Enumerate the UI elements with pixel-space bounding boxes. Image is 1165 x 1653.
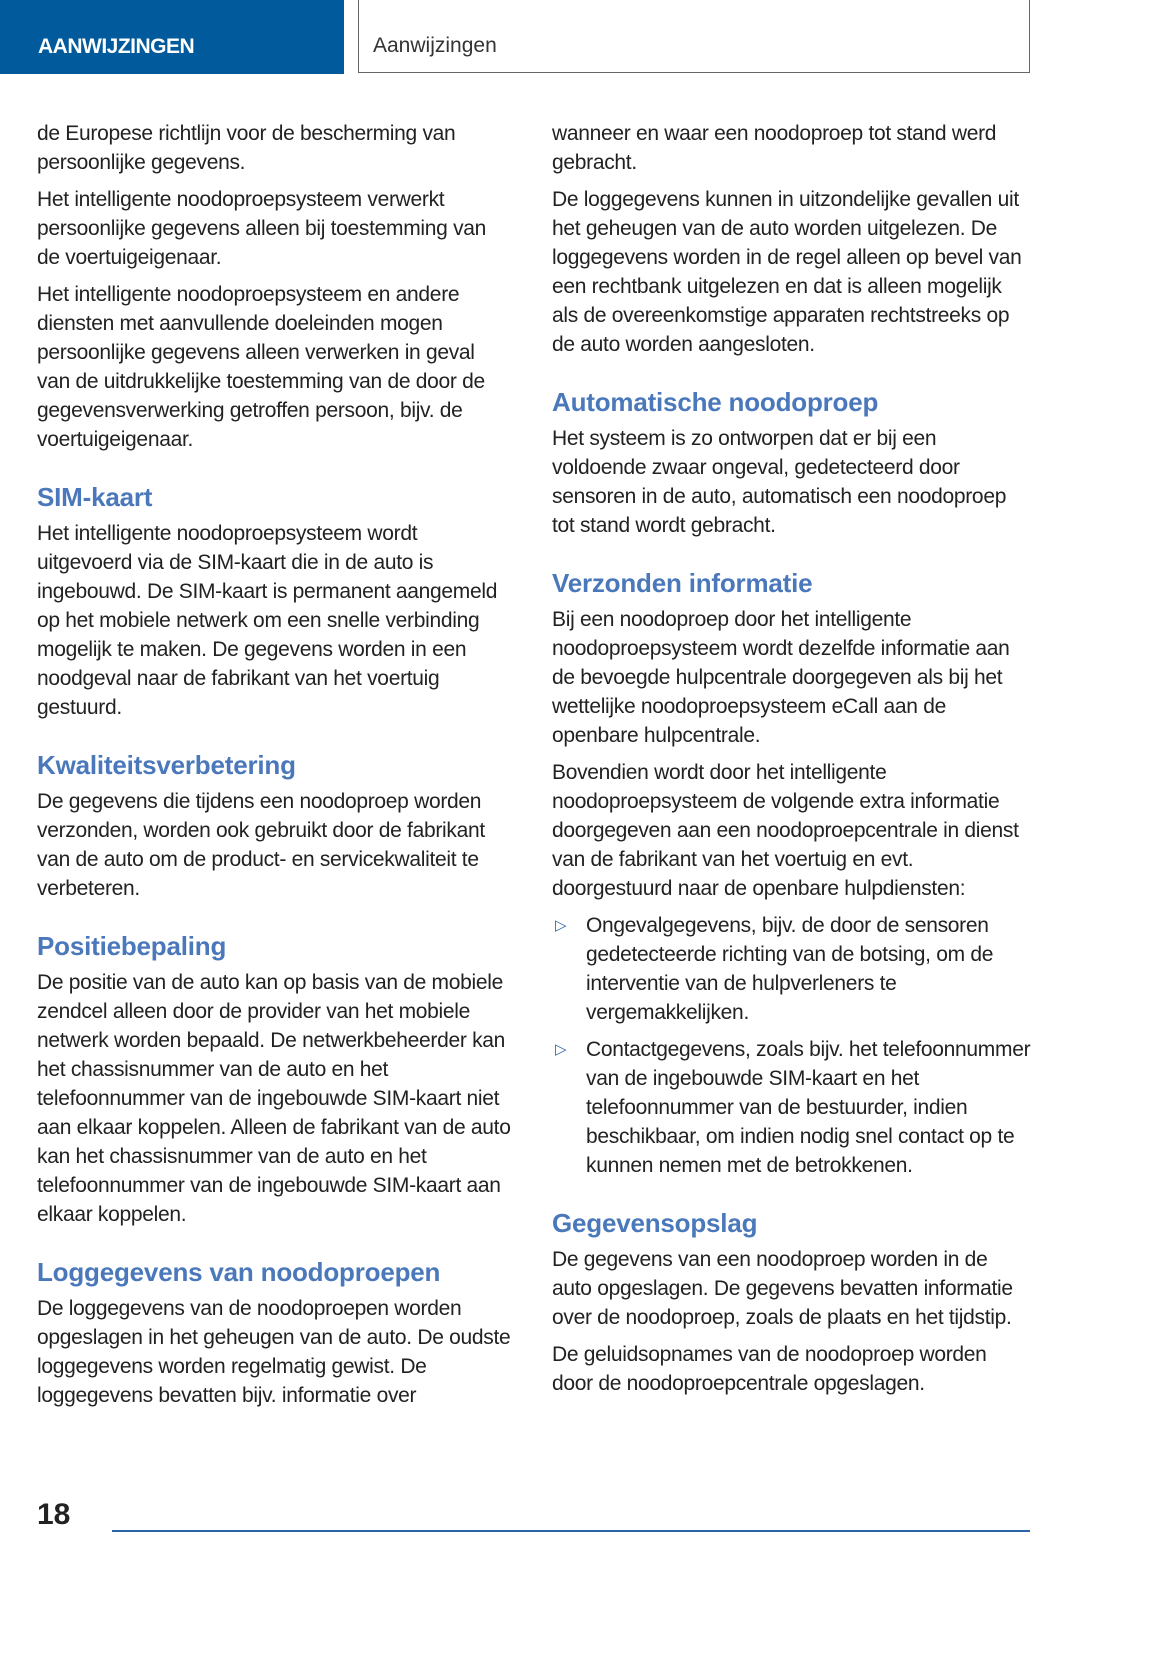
heading-positiebepaling: Positiebepaling	[37, 931, 227, 961]
heading-verzonden-informatie: Verzonden informatie	[552, 568, 813, 598]
section-tab-label: AANWIJZINGEN	[38, 35, 195, 58]
paragraph: wanneer en waar een noodoproep tot stand werd gebracht.	[552, 122, 997, 174]
footer-divider	[112, 1530, 1030, 1532]
section-tab	[0, 0, 344, 74]
chapter-header	[358, 0, 1030, 73]
paragraph: De geluidsopnames van de noodoproep worden door de noodoproepcentrale opgeslagen.	[552, 1343, 987, 1395]
list-item	[552, 911, 1032, 1027]
paragraph: De positie van de auto kan op basis van de mobiele zendcel alleen door de provider van het mobiele netwerk worden bepaald. De netwerkbeheerder kan het chassisnummer van de auto en het telefoonnummer van de ingebouwde SIM-kaart niet aan elkaar koppelen. Alleen de fabrikant van de auto kan het chassisnummer van de auto en het telefoonnummer van de ingebouwde SIM-kaart aan elkaar koppelen.	[37, 971, 511, 1226]
list-item	[552, 1035, 1032, 1180]
bullet-list	[552, 911, 1032, 1180]
right-column	[552, 119, 1032, 1406]
heading-gegevensopslag: Gegevensopslag	[552, 1208, 758, 1238]
list-item-text: Ongevalgegevens, bijv. de door de sensoren gedetecteerde richting van de botsing, om de interventie van de hulpverleners te vergemakkelijken.	[586, 914, 994, 1024]
paragraph: Bovendien wordt door het intelligente noodoproepsysteem de volgende extra informatie doorgegeven aan een noodoproepcentrale in dienst van de fabrikant van het voertuig en evt. doorgestuurd naar de openbare hulpdiensten:	[552, 761, 1019, 900]
paragraph: Het intelligente noodoproepsysteem wordt uitgevoerd via de SIM-kaart die in de auto is ingebouwd. De SIM-kaart is permanent aangemeld op het mobiele netwerk om een snelle verbinding mogelijk te maken. De gegevens worden in een noodgeval naar de fabrikant van het voertuig gestuurd.	[37, 522, 498, 719]
paragraph: Bij een noodoproep door het intelligente noodoproepsysteem wordt dezelfde informatie aan de bevoegde hulpcentrale doorgegeven als bij het wettelijke noodoproepsysteem eCall aan de openbare hulpcentrale.	[552, 608, 1010, 747]
list-item-text: Contactgegevens, zoals bijv. het telefoonnummer van de ingebouwde SIM-kaart en het telefoonnummer van de bestuurder, indien beschikbaar, om indien nodig snel contact op te kunnen nemen met de betrokkenen.	[586, 1038, 1031, 1177]
heading-sim-kaart: SIM-kaart	[37, 482, 153, 512]
paragraph: Het intelligente noodoproepsysteem verwerkt persoonlijke gegevens alleen bij toestemming van de voertuigeigenaar.	[37, 188, 487, 269]
paragraph: De loggegevens van de noodoproepen worden opgeslagen in het geheugen van de auto. De oudste loggegevens worden regelmatig gewist. De loggegevens bevatten bijv. informatie over	[37, 1297, 511, 1407]
chapter-title: Aanwijzingen	[373, 34, 497, 57]
paragraph: De loggegevens kunnen in uitzondelijke gevallen uit het geheugen van de auto worden uitgelezen. De loggegevens worden in de regel alleen op bevel van een rechtbank uitgelezen en dat is alleen mogelijk als de overeenkomstige apparaten rechtstreeks op de auto worden aangesloten.	[552, 188, 1022, 356]
triangle-bullet-icon: ▷	[555, 1041, 567, 1058]
paragraph: De gegevens van een noodoproep worden in de auto opgeslagen. De gegevens bevatten informatie over de noodoproep, zoals de plaats en het tijdstip.	[552, 1248, 1013, 1329]
heading-loggegevens: Loggegevens van noodoproepen	[37, 1257, 441, 1287]
paragraph: De gegevens die tijdens een noodoproep worden verzonden, worden ook gebruikt door de fabrikant van de auto om de product- en servicekwaliteit te verbeteren.	[37, 790, 485, 900]
paragraph: Het systeem is zo ontworpen dat er bij een voldoende zwaar ongeval, gedetecteerd door sensoren in de auto, automatisch een noodoproep tot stand wordt gebracht.	[552, 427, 1007, 537]
paragraph: Het intelligente noodoproepsysteem en andere diensten met aanvullende doeleinden mogen persoonlijke gegevens alleen verwerken in geval van de uitdrukkelijke toestemming van de door de gegevensverwerking getroffen persoon, bijv. de voertuigeigenaar.	[37, 283, 485, 451]
paragraph: de Europese richtlijn voor de bescherming van persoonlijke gegevens.	[37, 122, 456, 174]
heading-kwaliteitsverbetering: Kwaliteitsverbetering	[37, 750, 296, 780]
heading-automatische-noodoproep: Automatische noodoproep	[552, 387, 879, 417]
left-column	[37, 119, 512, 1418]
page-number: 18	[37, 1498, 71, 1531]
triangle-bullet-icon: ▷	[555, 917, 567, 934]
